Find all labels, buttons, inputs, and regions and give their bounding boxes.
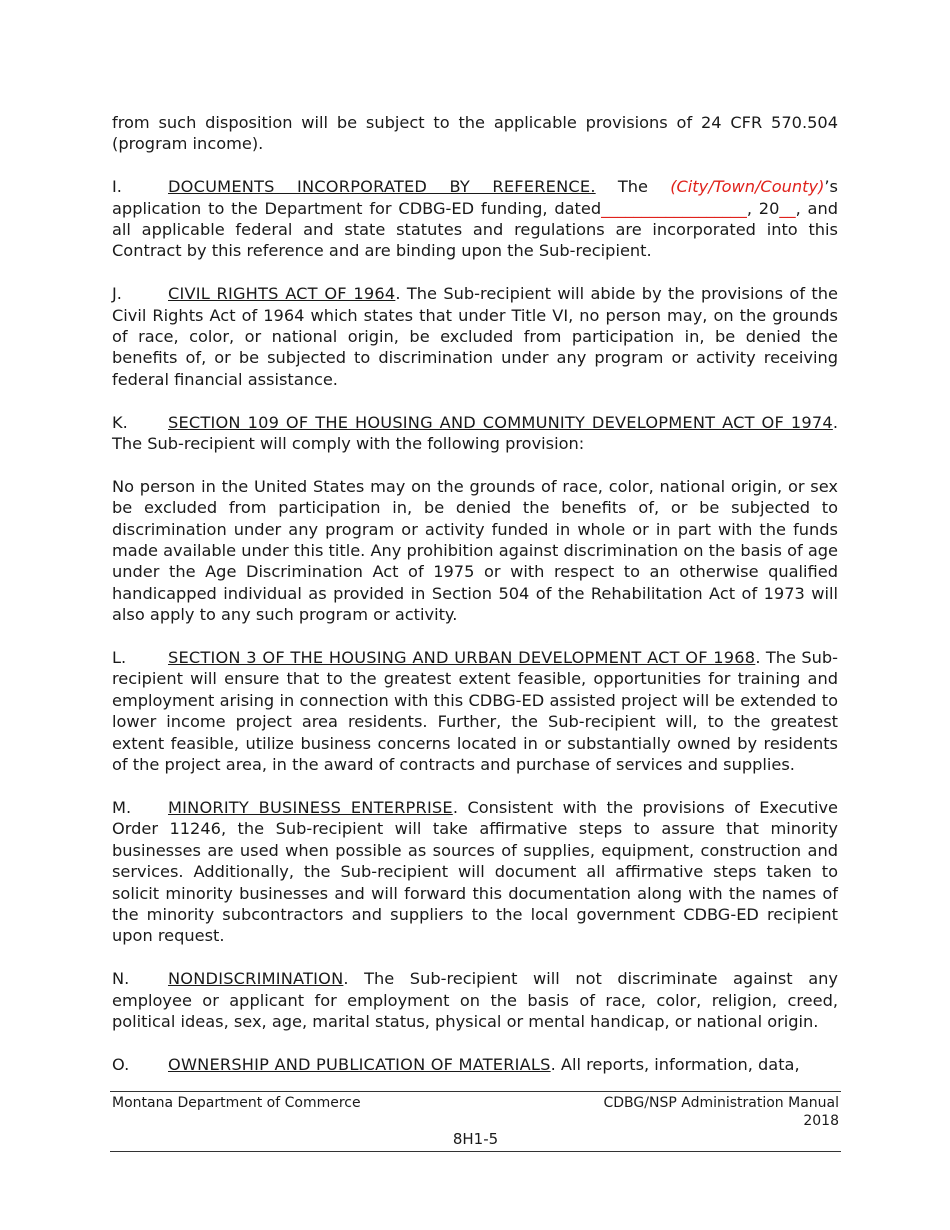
section-letter: I.	[112, 177, 122, 197]
year-blank: __	[779, 198, 796, 218]
section-text: , 20	[746, 198, 780, 218]
section-text: ’s application to the Department for CDBG-ED funding, dated	[112, 177, 838, 218]
section-text: . The Sub-recipient will ensure that to the greatest extent feasible, opportunities for training and employment arising in connection with this CDBG-ED assisted project will be extended to lower income project area residents. Further, the Sub-recipient will, to the greatest extent feasible, utilize business concerns located in or substantially owned by residents of the project area, in the award of contracts and purchase of services and supplies.	[112, 648, 838, 775]
footer-organization: Montana Department of Commerce	[112, 1095, 361, 1111]
footer-manual-title	[604, 1094, 840, 1130]
section-heading: SECTION 109 OF THE HOUSING AND COMMUNITY DEVELOPMENT ACT OF 1974	[168, 412, 833, 432]
section-letter: M.	[112, 797, 132, 817]
section-heading: DOCUMENTS INCORPORATED BY REFERENCE.	[168, 177, 596, 197]
section-o-paragraph	[112, 1054, 838, 1075]
page-number: 8H1-5	[452, 1130, 499, 1148]
section-k-paragraph	[112, 412, 838, 455]
footer-manual-name: CDBG/NSP Administration Manual	[603, 1095, 839, 1111]
section-j-paragraph	[112, 283, 838, 390]
section-heading: NONDISCRIMINATION	[168, 969, 344, 989]
section-heading: OWNERSHIP AND PUBLICATION OF MATERIALS	[168, 1054, 551, 1074]
section-text: . The Sub-recipient will comply with the following provision:	[112, 412, 838, 454]
section-letter: K.	[112, 412, 128, 432]
section-letter: O.	[112, 1054, 130, 1074]
section-k-provision: No person in the United States may on the grounds of race, color, national origin, or sex be excluded from participation in, be denied the benefits of, or be subjected to discrimination under any program or activity funded in whole or in part with the funds made available under this title. Any prohibition against discrimination on the basis of age under the Age Discrimination Act of 1975 or with respect to an otherwise qualified handicapped individual as provided in Section 504 of the Rehabilitation Act of 1973 will also apply to any such program or activity.	[112, 476, 838, 625]
section-n-paragraph	[112, 968, 838, 1032]
section-text: , and all applicable federal and state statutes and regulations are incorporated into this Contract by this reference and are binding upon the Sub-recipient.	[112, 198, 839, 261]
entity-placeholder: (City/Town/County)	[670, 177, 825, 197]
date-blank: __________________	[601, 198, 747, 218]
section-letter: N.	[112, 969, 130, 989]
section-heading: MINORITY BUSINESS ENTERPRISE	[168, 797, 453, 817]
section-text: . The Sub-recipient will abide by the provisions of the Civil Rights Act of 1964 which states that under Title VI, no person may, on the grounds of race, color, or national origin, be excluded from participation in, be denied the benefits of, or be subjected to discrimination under any program or activity receiving federal financial assistance.	[112, 284, 838, 389]
section-m-paragraph	[112, 797, 838, 947]
section-text: . All reports, information, data,	[550, 1054, 800, 1074]
page-footer	[110, 1091, 841, 1152]
section-letter: L.	[112, 648, 127, 668]
section-text: The	[595, 177, 671, 197]
section-heading: SECTION 3 OF THE HOUSING AND URBAN DEVELOPMENT ACT OF 1968	[168, 648, 756, 668]
continuation-paragraph: from such disposition will be subject to the applicable provisions of 24 CFR 570.504 (program income).	[112, 113, 838, 154]
section-text: . Consistent with the provisions of Executive Order 11246, the Sub-recipient will take affirmative steps to assure that minority businesses are used when possible as sources of supplies, equipment, construction and services. Additionally, the Sub-recipient will document all affirmative steps taken to solicit minority businesses and will forward this documentation along with the names of the minority subcontractors and suppliers to the local government CDBG-ED recipient upon request.	[112, 797, 838, 946]
footer-year: 2018	[803, 1113, 839, 1129]
section-letter: J.	[112, 284, 122, 304]
section-l-paragraph	[112, 647, 838, 775]
document-body	[112, 112, 838, 1097]
section-heading: CIVIL RIGHTS ACT OF 1964	[168, 284, 396, 304]
section-i-paragraph	[112, 176, 838, 262]
section-text: . The Sub-recipient will not discriminate against any employee or applicant for employment on the basis of race, color, religion, creed, political ideas, sex, age, marital status, physical or mental handicap, or national origin.	[112, 969, 838, 1031]
